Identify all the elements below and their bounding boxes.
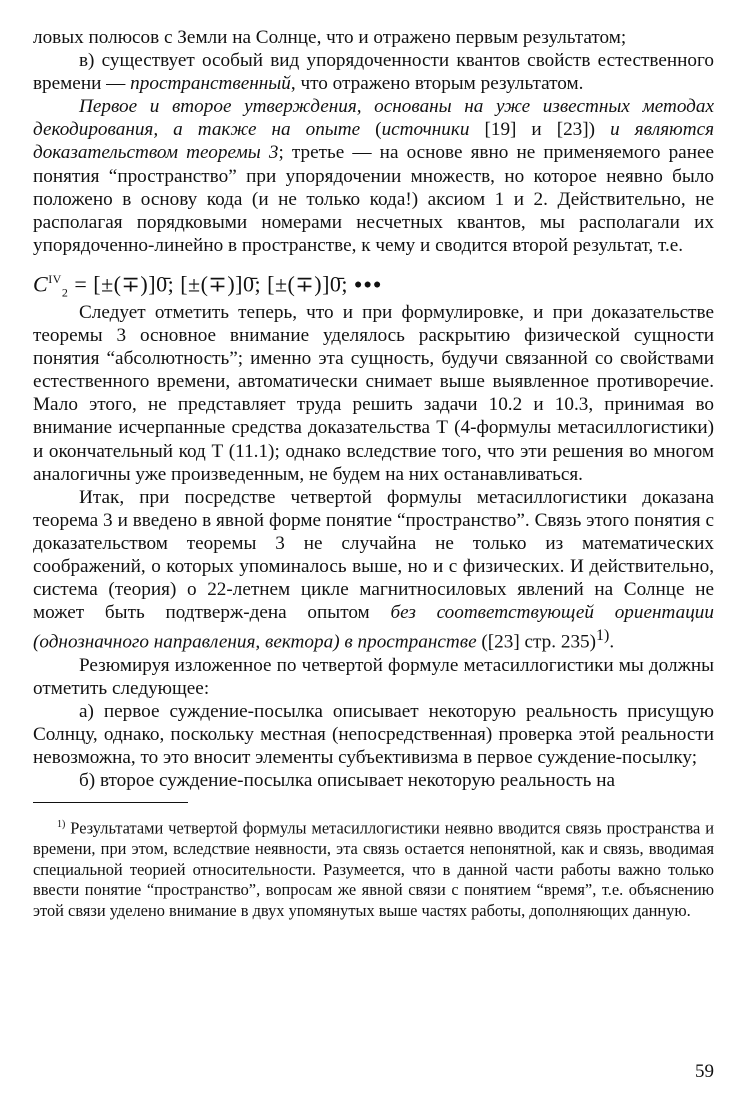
footnote <box>33 815 714 921</box>
paragraph-3: Первое и второе утверждения, основаны на уже известных методах декодирования, а также на опыте (источники [19] и [23]) и являются доказательством теоремы 3; третье — на основе явно не применяемого ранее понятия “пространство” при упорядочении множеств, но которое неявно было положено в основу кода (и не только кода!) аксиом 1 и 2. Действительно, не располагая порядковыми номерами несчетных квантов, мы располагали их упорядоченно-линейно в пространстве, к чему и сводится второй результат, т.е. <box>33 96 715 256</box>
emphasis: без соответствующей ориентации (однозначного направления, вектора) в пространстве <box>33 602 714 653</box>
paragraph-8: б) второе суждение-посылка описывает некоторую реальность на <box>79 770 615 792</box>
emphasis: Первое и второе утверждения, основаны на уже известных методах декодирования, а также на опыте <box>33 96 714 141</box>
paragraph-5: Итак, при посредстве четвертой формулы метасиллогистики доказана теорема 3 и введено в явной форме понятие “пространство”. Связь этого понятия с доказательством теоремы 3 не случайна не только из математических соображений, о которых упоминалось выше, но и с физических. И действительно, система (теория) о 22-летнем цикле магнитносиловых явлений на Солнце не может быть подтверж-дена опытом без соответствующей ориентации (однозначного направления, вектора) в пространстве ([23] стр. 235)$^{1)}$. <box>33 486 714 653</box>
formula-base: C <box>33 271 49 297</box>
formula <box>33 257 714 301</box>
paragraph-1: ловых полюсов с Земли на Солнце, что и отражено первым результатом; <box>33 27 627 48</box>
paragraph-7: а) первое суждение-посылка описывает некоторую реальность присущую Солнцу, однако, поскольку местная (непосредственная) проверка этой реальности невозможна, то это вносит элементы субъективизма в первое суждение-посылку; <box>33 700 714 769</box>
emphasis: источники <box>381 119 470 141</box>
footnote-marker: 1) <box>57 819 66 831</box>
body-text <box>33 26 714 792</box>
formula-expression: = [±(∓)]0̄; [±(∓)]0̄; [±(∓)]0̄; <box>68 271 355 297</box>
footnote-text: $^{1)}$ Результатами четвертой формулы метасиллогистики неявно вводится связь пространства и времени, при этом, вследствие неявности, эта связь остается непонятной, как и связь, вводимая специальной теорией относительности. Разумеется, что в данной части работы важно только ввести понятие “пространство”, вопросам же явной связи с понятием “время”, т.е. объяснению этой связи уделено внимание в двух упомянутых выше частях работы, дополняющих данную. <box>33 818 714 920</box>
emphasis: пространственный <box>130 73 291 95</box>
footnote-ref: 1) <box>596 627 610 645</box>
formula-sub: 2 <box>61 285 69 300</box>
paragraph-2: в) существует особый вид упорядоченности квантов свойств естественного времени — пространственный, что отражено вторым результатом. <box>33 50 714 95</box>
footnote-divider <box>33 802 188 803</box>
formula-dots: ●●● <box>354 277 383 293</box>
page-number: 59 <box>695 1061 714 1082</box>
paragraph-6: Резюмируя изложенное по четвертой формуле метасиллогистики мы должны отметить следующее: <box>33 654 714 699</box>
paragraph-4: Следует отметить теперь, что и при формулировке, и при доказательстве теоремы 3 основное внимание уделялось раскрытию физической сущности понятия “абсолютность”; именно эта сущность, будучи связанной со свойствами естественного времени, автоматически снимает выше выявленное противоречие. Мало этого, не представляет труда решить задачи 10.2 и 10.3, принимая во внимание исчерпанные средства доказательства Т (4-формулы метасиллогистики) и окончательный код Т (11.1); однако вследствие того, что эти решения во многом аналогичны уже произведенным, не будем на них останавливаться. <box>33 301 714 485</box>
formula-sup: IV <box>48 271 62 286</box>
emphasis: и являются доказательством теоремы 3 <box>33 119 715 164</box>
